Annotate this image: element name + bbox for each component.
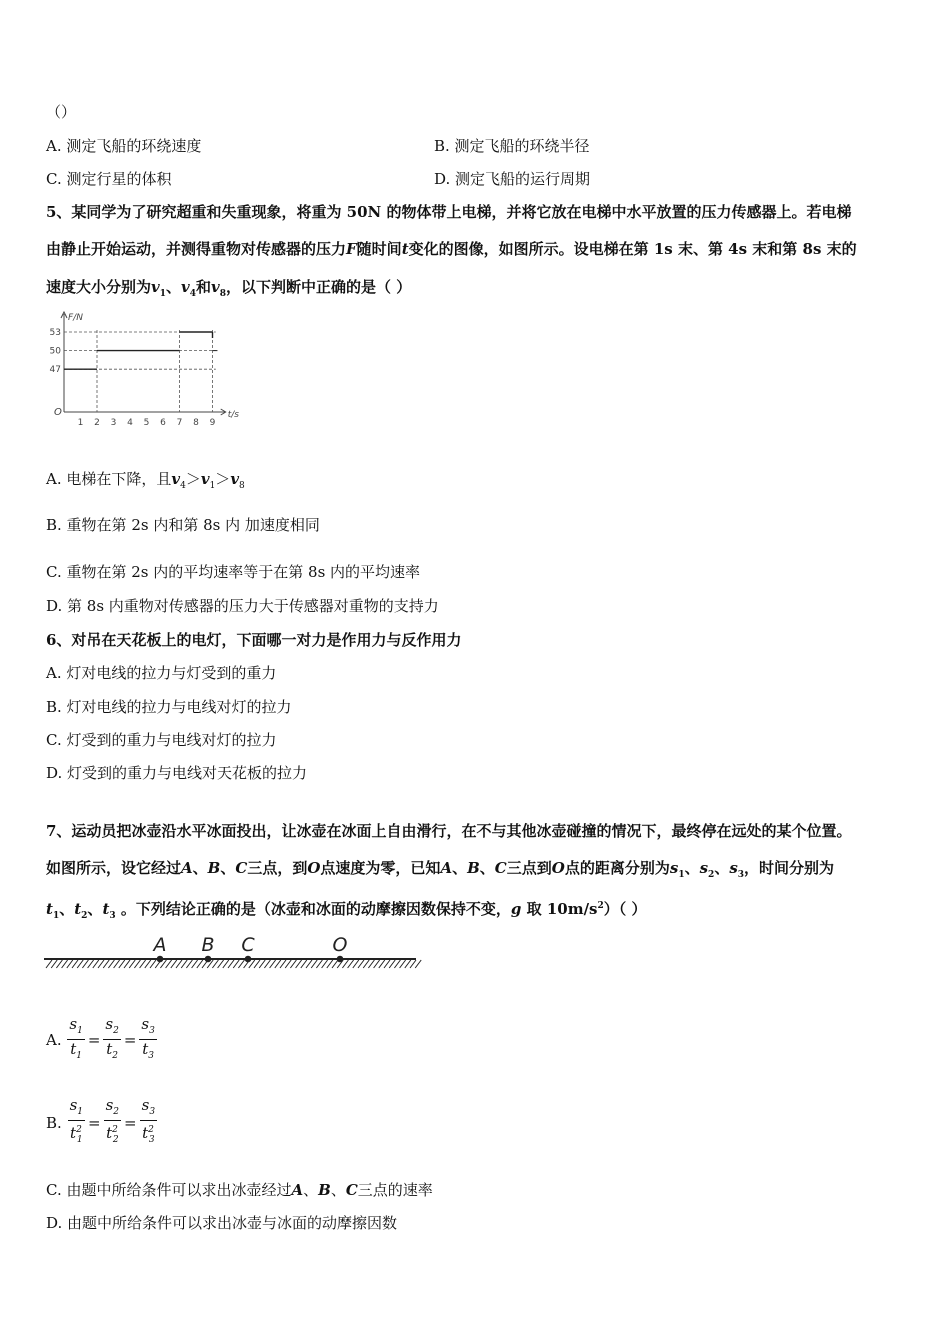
q7-option-d[interactable]: D. 由题中所给条件可以求出冰壶与冰面的动摩擦因数 <box>46 1214 398 1232</box>
q6-stem: 6、对吊在天花板上的电灯，下面哪一对力是作用力与反作用力 <box>46 631 462 649</box>
point-b <box>205 956 212 963</box>
q4-option-c[interactable]: C. 测定行星的体积 <box>46 170 172 188</box>
q5-stem-line3: 速度大小分别为$v_1$、$v_4$和$v_8$，以下判断中正确的是（ ） <box>46 278 412 299</box>
y-axis-label: F/N <box>68 313 83 323</box>
q4-option-b[interactable]: B. 测定飞船的环绕半径 <box>434 137 590 155</box>
q7-option-c[interactable]: C. 由题中所给条件可以求出冰壶经过A、B、C三点的速率 <box>46 1181 433 1199</box>
q7-stem-line2: 如图所示，设它经过A、B、C三点，到O点速度为零，已知A、B、C三点到O点的距离分别为$s_1$、$s_2$、$s_3$，时间分别为 <box>46 859 835 880</box>
x-tick-label-7: 7 <box>176 418 183 428</box>
fraction-s1-t1sq: $\frac{s_1}{t^2_1}$ <box>69 1096 84 1145</box>
q7-option-a[interactable]: A. $\frac{s_1}{t_1}$ = $\frac{s_2}{t_2}$ = $\frac{s_3}{t_3}$ <box>46 1014 158 1065</box>
point-o <box>337 956 344 963</box>
y-tick-label-53: 53 <box>49 328 61 338</box>
fraction-s1-t1: $\frac{s_1}{t_1}$ <box>69 1014 83 1061</box>
q5-option-c[interactable]: C. 重物在第 2s 内的平均速率等于在第 8s 内的平均速率 <box>46 563 421 581</box>
x-tick-label-2: 2 <box>94 418 100 428</box>
q5-option-d[interactable]: D. 第 8s 内重物对传感器的压力大于传感器对重物的支持力 <box>46 597 439 615</box>
q7-stem-line1: 7、运动员把冰壶沿水平冰面投出，让冰壶在冰面上自由滑行，在不与其他冰壶碰撞的情况下，最终停在远处的某个位置。 <box>46 822 852 840</box>
q4-option-d[interactable]: D. 测定飞船的运行周期 <box>434 170 591 188</box>
y-tick-label-50: 50 <box>49 346 61 357</box>
point-label-o: O <box>332 934 348 956</box>
ice-surface-figure <box>44 928 424 976</box>
force-time-chart <box>44 308 244 433</box>
fraction-s2-t2sq: $\frac{s_2}{t^2_2}$ <box>105 1096 120 1145</box>
fraction-s3-t3: $\frac{s_3}{t_3}$ <box>141 1014 155 1061</box>
q5-option-a[interactable]: A. 电梯在下降，且$v_4>v_1>v_8$ <box>46 470 245 491</box>
q6-option-c[interactable]: C. 灯受到的重力与电线对灯的拉力 <box>46 731 277 749</box>
point-label-c: C <box>241 934 255 956</box>
point-label-b: B <box>201 934 215 956</box>
q6-option-b[interactable]: B. 灯对电线的拉力与电线对灯的拉力 <box>46 698 292 716</box>
q7-stem-line3: $t_1$、$t_2$、$t_3$ 。下列结论正确的是（冰壶和冰面的动摩擦因数保持不变，g 取 $10m/s^2$）（ ） <box>46 900 647 921</box>
q7-option-b[interactable]: B. $\frac{s_1}{t^2_1}$ = $\frac{s_2}{t^2_2}$ = $\frac{s_3}{t^2_3}$ <box>46 1097 158 1149</box>
q4-paren: （） <box>46 103 77 121</box>
fraction-s2-t2: $\frac{s_2}{t_2}$ <box>105 1014 119 1061</box>
ice-hatching <box>46 960 421 968</box>
x-tick-label-5: 5 <box>143 418 150 428</box>
q4-option-a[interactable]: A. 测定飞船的环绕速度 <box>46 137 202 155</box>
q5-stem-line1: 5、某同学为了研究超重和失重现象，将重为 50N 的物体带上电梯，并将它放在电梯中水平放置的压力传感器上。若电梯 <box>46 203 852 221</box>
x-tick-label-6: 6 <box>160 418 166 428</box>
x-tick-label-3: 3 <box>110 418 117 428</box>
origin-label: O <box>54 407 62 418</box>
q5-stem-line2: 由静止开始运动，并测得重物对传感器的压力F随时间t变化的图像，如图所示。设电梯在第 1s 末、第 4s 末和第 8s 末的 <box>46 240 857 258</box>
point-c <box>245 956 252 963</box>
fraction-s3-t3sq: $\frac{s_3}{t^2_3}$ <box>141 1096 156 1145</box>
y-tick-label-47: 47 <box>49 365 61 376</box>
x-tick-label-9: 9 <box>209 418 216 428</box>
x-axis-label: t/s <box>227 410 239 420</box>
q5-option-b[interactable]: B. 重物在第 2s 内和第 8s 内 加速度相同 <box>46 516 320 534</box>
point-a <box>157 956 164 963</box>
q6-option-a[interactable]: A. 灯对电线的拉力与灯受到的重力 <box>46 664 277 682</box>
q6-option-d[interactable]: D. 灯受到的重力与电线对天花板的拉力 <box>46 764 308 782</box>
x-tick-label-4: 4 <box>127 418 133 428</box>
point-label-a: A <box>153 934 167 956</box>
x-tick-label-1: 1 <box>77 418 84 428</box>
x-tick-label-8: 8 <box>193 418 199 428</box>
